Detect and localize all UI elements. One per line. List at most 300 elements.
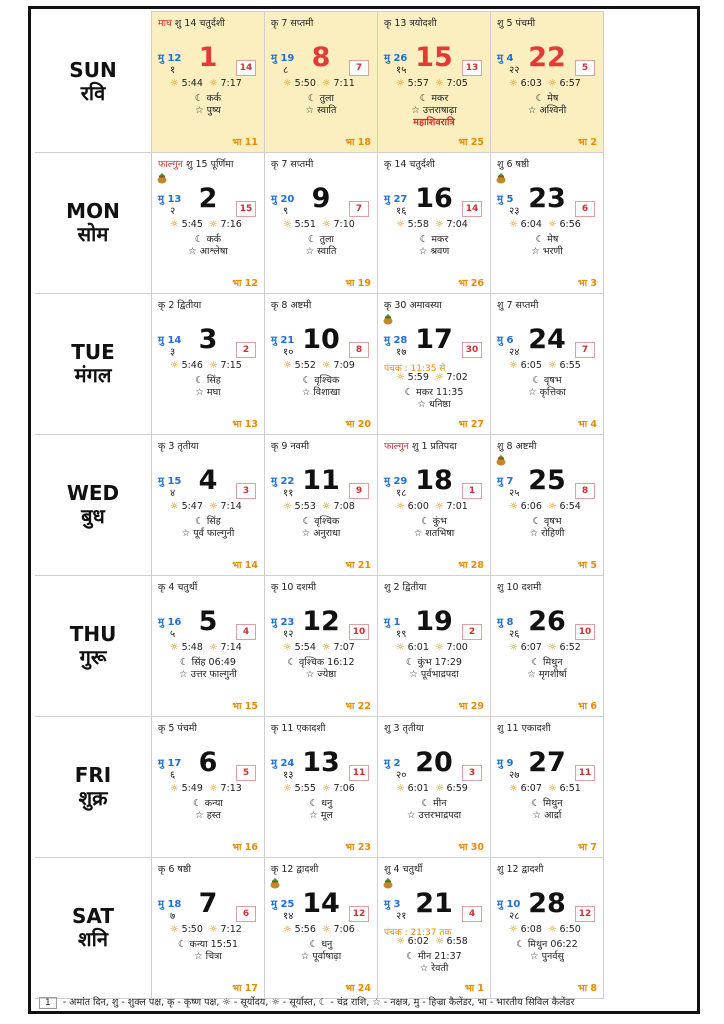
sun-times bbox=[283, 219, 355, 230]
tithi bbox=[271, 439, 309, 452]
tithi-number-badge: 4 bbox=[462, 906, 482, 922]
star-icon: ☆ bbox=[413, 528, 423, 539]
tithi-text: कृ 7 सप्तमी bbox=[271, 18, 314, 29]
tithi-text: शु 8 अष्टमी bbox=[497, 441, 537, 452]
moon-sign-text: मीन 21:37 bbox=[417, 951, 462, 962]
moon-sign-text: मिथुन bbox=[543, 798, 563, 809]
sunrise-icon: ☼ bbox=[170, 219, 179, 230]
date-number: 9 bbox=[311, 183, 331, 214]
moon-icon: ☾ bbox=[193, 798, 202, 809]
nakshatra-text: पूर्वभाद्रपदा bbox=[420, 669, 459, 680]
sunrise-time: 6:04 bbox=[520, 219, 542, 230]
sun-times bbox=[396, 783, 468, 794]
sun-times bbox=[283, 642, 355, 653]
sun-times bbox=[396, 78, 468, 89]
date-cell[interactable] bbox=[152, 858, 265, 999]
weekday-english: FRI bbox=[74, 763, 112, 787]
sunset-icon: ☼ bbox=[208, 78, 218, 89]
moon-sign-text: सिंह 06:49 bbox=[191, 657, 236, 668]
sunset-time: 7:06 bbox=[333, 924, 355, 935]
date-cell[interactable] bbox=[491, 294, 604, 435]
moon-icon: ☾ bbox=[308, 93, 317, 104]
moon-sign-text: मकर bbox=[431, 93, 449, 104]
sunset-icon: ☼ bbox=[321, 924, 331, 935]
sunset-icon: ☼ bbox=[208, 642, 218, 653]
sunset-icon: ☼ bbox=[547, 924, 557, 935]
week-row bbox=[35, 294, 604, 435]
sun-times bbox=[509, 360, 581, 371]
date-cell[interactable] bbox=[265, 717, 378, 858]
sunset-time: 7:11 bbox=[333, 78, 355, 89]
weekday-hindi: शुक्र bbox=[78, 786, 108, 810]
devanagari-date: १७ bbox=[396, 347, 407, 358]
weekday-label bbox=[35, 153, 152, 294]
weekday-english: TUE bbox=[71, 340, 115, 364]
star-icon: ☆ bbox=[301, 528, 311, 539]
sunrise-time: 6:08 bbox=[520, 924, 542, 935]
tithi-text: शु 7 सप्तमी bbox=[497, 300, 539, 311]
moon-sign-text: वृषभ bbox=[544, 516, 562, 527]
nakshatra-text: आर्द्रा bbox=[544, 810, 562, 821]
devanagari-date: २ bbox=[170, 206, 176, 217]
nakshatra bbox=[491, 103, 603, 116]
weekday-hindi: गुरू bbox=[79, 645, 107, 669]
indian-civil-date: भा 2 bbox=[577, 137, 597, 148]
nakshatra-text: मघा bbox=[206, 387, 221, 398]
tithi-text: कृ 12 द्वादशी bbox=[271, 864, 319, 875]
star-icon: ☆ bbox=[188, 246, 197, 257]
nakshatra bbox=[491, 385, 603, 398]
sunrise-time: 5:59 bbox=[407, 372, 429, 383]
sunrise-time: 6:06 bbox=[520, 501, 542, 512]
sunrise-icon: ☼ bbox=[283, 642, 292, 653]
date-cell[interactable] bbox=[491, 12, 604, 153]
moon-sign-text: सिंह bbox=[206, 516, 221, 527]
moon-icon: ☾ bbox=[531, 657, 540, 668]
date-cell[interactable] bbox=[152, 12, 265, 153]
sun-times bbox=[170, 642, 242, 653]
legend-box: 1 bbox=[39, 997, 57, 1009]
moon-icon: ☾ bbox=[419, 234, 429, 245]
tithi-text: शु 11 एकादशी bbox=[497, 723, 551, 734]
date-cell[interactable] bbox=[378, 858, 491, 999]
hijri-date: मु 18 bbox=[158, 899, 182, 910]
date-cell[interactable] bbox=[265, 294, 378, 435]
tithi-number-badge: 8 bbox=[575, 483, 595, 499]
nakshatra bbox=[265, 808, 377, 821]
hijri-date: मु 3 bbox=[384, 899, 401, 910]
weekday-label bbox=[35, 12, 152, 153]
calendar-grid bbox=[35, 11, 604, 999]
tithi-number-badge: 13 bbox=[462, 60, 482, 76]
nakshatra bbox=[378, 526, 490, 539]
hijri-date: मु 2 bbox=[384, 758, 401, 769]
sunrise-icon: ☼ bbox=[396, 642, 405, 653]
sunset-time: 6:58 bbox=[446, 936, 468, 947]
moon-sign-text: वृश्चिक 16:12 bbox=[299, 657, 355, 668]
date-cell[interactable] bbox=[378, 12, 491, 153]
week-row bbox=[35, 576, 604, 717]
nakshatra bbox=[491, 808, 603, 821]
tithi-number-badge: 5 bbox=[575, 60, 595, 76]
moon-icon: ☾ bbox=[406, 657, 415, 668]
sun-times bbox=[170, 501, 242, 512]
devanagari-date: १२ bbox=[283, 629, 294, 640]
devanagari-date: १३ bbox=[283, 770, 294, 781]
tithi-text: शु 10 दशमी bbox=[497, 582, 542, 593]
indian-civil-date: भा 18 bbox=[345, 137, 371, 148]
nakshatra-text: रेवती bbox=[431, 963, 449, 974]
sunset-time: 7:17 bbox=[220, 78, 242, 89]
sunrise-icon: ☼ bbox=[170, 78, 179, 89]
hijri-date: मु 20 bbox=[271, 194, 295, 205]
sunrise-time: 6:02 bbox=[407, 936, 429, 947]
sunrise-icon: ☼ bbox=[509, 219, 518, 230]
tithi-text: शु 1 प्रतिपदा bbox=[411, 441, 457, 452]
nakshatra bbox=[265, 667, 377, 680]
tithi bbox=[271, 16, 313, 29]
date-cell[interactable] bbox=[491, 717, 604, 858]
star-icon: ☆ bbox=[305, 105, 315, 116]
hijri-date: मु 27 bbox=[384, 194, 408, 205]
moon-icon: ☾ bbox=[532, 375, 542, 386]
sunrise-time: 5:49 bbox=[181, 783, 203, 794]
nakshatra bbox=[491, 244, 603, 257]
star-icon: ☆ bbox=[305, 669, 315, 680]
date-number: 8 bbox=[311, 42, 331, 73]
sunset-time: 6:59 bbox=[446, 783, 468, 794]
sunset-icon: ☼ bbox=[434, 936, 444, 947]
star-icon: ☆ bbox=[411, 105, 420, 116]
nakshatra bbox=[152, 949, 264, 962]
sunrise-icon: ☼ bbox=[170, 642, 179, 653]
nakshatra bbox=[265, 385, 377, 398]
sun-times bbox=[170, 78, 242, 89]
sunrise-icon: ☼ bbox=[509, 642, 518, 653]
date-cell[interactable] bbox=[491, 435, 604, 576]
tithi-number-badge: 3 bbox=[462, 765, 482, 781]
moon-icon: ☾ bbox=[404, 387, 414, 398]
devanagari-date: ५ bbox=[170, 629, 176, 640]
sun-times bbox=[283, 360, 355, 371]
sunrise-icon: ☼ bbox=[509, 924, 518, 935]
tithi-number-badge: 1 bbox=[462, 483, 482, 499]
indian-civil-date: भा 21 bbox=[345, 560, 371, 571]
sunset-icon: ☼ bbox=[547, 501, 557, 512]
date-number: 22 bbox=[528, 42, 566, 73]
moon-icon: ☾ bbox=[177, 939, 187, 950]
sunrise-time: 5:56 bbox=[294, 924, 316, 935]
sunset-time: 7:00 bbox=[446, 642, 468, 653]
nakshatra bbox=[265, 526, 377, 539]
tithi bbox=[158, 580, 197, 593]
date-number: 7 bbox=[198, 888, 218, 919]
date-number: 6 bbox=[198, 747, 218, 778]
lunar-month: फाल्गुन bbox=[158, 159, 183, 170]
moon-sign-text: मेष bbox=[547, 93, 559, 104]
date-cell[interactable] bbox=[491, 576, 604, 717]
moon-icon: ☾ bbox=[287, 657, 296, 668]
tithi bbox=[271, 721, 325, 734]
tithi-number-badge: 2 bbox=[462, 624, 482, 640]
kalash-icon bbox=[156, 169, 168, 181]
tithi-number-badge: 12 bbox=[575, 906, 595, 922]
moon-icon: ☾ bbox=[194, 234, 204, 245]
nakshatra-text: उत्तरभाद्रपदा bbox=[418, 810, 462, 821]
star-icon: ☆ bbox=[309, 810, 318, 821]
sunset-icon: ☼ bbox=[321, 783, 331, 794]
moon-icon: ☾ bbox=[535, 234, 545, 245]
sunrise-time: 5:55 bbox=[294, 783, 316, 794]
sunrise-icon: ☼ bbox=[509, 783, 518, 794]
devanagari-date: ११ bbox=[283, 488, 294, 499]
tithi bbox=[384, 580, 426, 593]
devanagari-date: २१ bbox=[396, 911, 407, 922]
week-row bbox=[35, 717, 604, 858]
nakshatra-text: रोहिणी bbox=[541, 528, 565, 539]
nakshatra bbox=[265, 244, 377, 257]
date-cell[interactable] bbox=[378, 717, 491, 858]
hijri-date: मु 25 bbox=[271, 899, 295, 910]
star-icon: ☆ bbox=[181, 528, 191, 539]
hijri-date: मु 17 bbox=[158, 758, 182, 769]
nakshatra-text: पूर्व फाल्गुनी bbox=[193, 528, 235, 539]
nakshatra bbox=[491, 949, 603, 962]
tithi bbox=[497, 721, 551, 734]
devanagari-date: २२ bbox=[509, 65, 520, 76]
sunset-time: 6:50 bbox=[559, 924, 581, 935]
date-number: 17 bbox=[415, 324, 453, 355]
week-row bbox=[35, 435, 604, 576]
tithi-text: कृ 13 त्रयोदशी bbox=[384, 18, 437, 29]
moon-sign-text: मिथुन bbox=[543, 657, 563, 668]
date-cell[interactable] bbox=[152, 717, 265, 858]
nakshatra-text: ज्येष्ठा bbox=[317, 669, 337, 680]
date-cell[interactable] bbox=[152, 153, 265, 294]
date-cell[interactable] bbox=[265, 576, 378, 717]
tithi-text: कृ 6 षष्ठी bbox=[158, 864, 191, 875]
star-icon: ☆ bbox=[300, 951, 310, 962]
sunrise-icon: ☼ bbox=[396, 936, 405, 947]
indian-civil-date: भा 26 bbox=[458, 278, 484, 289]
date-cell[interactable] bbox=[265, 858, 378, 999]
moon-sign-text: धनु bbox=[321, 939, 333, 950]
weekday-label bbox=[35, 576, 152, 717]
moon-sign-text: मिथुन 06:22 bbox=[527, 939, 578, 950]
sunrise-icon: ☼ bbox=[283, 924, 292, 935]
indian-civil-date: भा 6 bbox=[577, 701, 597, 712]
devanagari-date: ७ bbox=[170, 911, 176, 922]
date-cell[interactable] bbox=[152, 435, 265, 576]
star-icon: ☆ bbox=[532, 810, 542, 821]
sunrise-icon: ☼ bbox=[509, 360, 518, 371]
sunset-time: 7:06 bbox=[333, 783, 355, 794]
indian-civil-date: भा 23 bbox=[345, 842, 371, 853]
moon-sign-text: कर्क bbox=[206, 93, 222, 104]
moon-sign-text: मकर 11:35 bbox=[416, 387, 464, 398]
hijri-date: मु 26 bbox=[384, 53, 408, 64]
sunset-icon: ☼ bbox=[547, 783, 557, 794]
sunset-icon: ☼ bbox=[434, 78, 444, 89]
sun-times bbox=[509, 642, 581, 653]
sun-times bbox=[170, 783, 242, 794]
date-number: 13 bbox=[302, 747, 340, 778]
nakshatra-text: भरणी bbox=[542, 246, 563, 257]
nakshatra-text: आश्लेषा bbox=[199, 246, 228, 257]
tithi-text: शु 12 द्वादशी bbox=[497, 864, 544, 875]
date-cell[interactable] bbox=[265, 435, 378, 576]
week-row bbox=[35, 153, 604, 294]
sunrise-time: 5:52 bbox=[294, 360, 316, 371]
sunrise-time: 6:00 bbox=[407, 501, 429, 512]
indian-civil-date: भा 5 bbox=[577, 560, 597, 571]
sunrise-time: 6:01 bbox=[407, 783, 429, 794]
date-cell[interactable] bbox=[378, 294, 491, 435]
moon-sign-text: मीन bbox=[433, 798, 447, 809]
moon-icon: ☾ bbox=[421, 516, 430, 527]
tithi bbox=[158, 439, 199, 452]
nakshatra bbox=[378, 397, 490, 410]
week-row bbox=[35, 12, 604, 153]
indian-civil-date: भा 14 bbox=[232, 560, 258, 571]
date-cell[interactable] bbox=[152, 576, 265, 717]
hijri-date: मु 19 bbox=[271, 53, 295, 64]
star-icon: ☆ bbox=[531, 246, 540, 257]
tithi-number-badge: 9 bbox=[349, 483, 369, 499]
hijri-date: मु 7 bbox=[497, 476, 514, 487]
sun-times bbox=[509, 78, 581, 89]
devanagari-date: २७ bbox=[509, 770, 520, 781]
tithi-text: शु 14 चतुर्दशी bbox=[174, 18, 225, 29]
hijri-date: मु 9 bbox=[497, 758, 514, 769]
sunset-icon: ☼ bbox=[547, 642, 557, 653]
tithi-number-badge: 11 bbox=[575, 765, 595, 781]
tithi-number-badge: 10 bbox=[349, 624, 369, 640]
date-number: 23 bbox=[528, 183, 566, 214]
moon-sign-text: कुंभ 17:29 bbox=[417, 657, 462, 668]
hijri-date: मु 14 bbox=[158, 335, 182, 346]
sunrise-time: 5:50 bbox=[294, 78, 316, 89]
sunset-time: 7:14 bbox=[220, 501, 242, 512]
indian-civil-date: भा 25 bbox=[458, 137, 484, 148]
sunrise-icon: ☼ bbox=[509, 78, 518, 89]
nakshatra-text: पुनर्वसु bbox=[541, 951, 564, 962]
tithi-text: कृ 4 चतुर्थी bbox=[158, 582, 198, 593]
indian-civil-date: भा 19 bbox=[345, 278, 371, 289]
tithi-number-badge: 5 bbox=[236, 765, 256, 781]
tithi bbox=[271, 580, 316, 593]
sunrise-icon: ☼ bbox=[283, 501, 292, 512]
tithi-number-badge: 6 bbox=[575, 201, 595, 217]
date-cell[interactable] bbox=[378, 153, 491, 294]
indian-civil-date: भा 22 bbox=[345, 701, 371, 712]
date-number: 26 bbox=[528, 606, 566, 637]
tithi bbox=[158, 298, 201, 311]
sunset-time: 7:09 bbox=[333, 360, 355, 371]
moon-icon: ☾ bbox=[516, 939, 525, 950]
indian-civil-date: भा 7 bbox=[577, 842, 597, 853]
nakshatra-text: मृगशीर्षा bbox=[538, 669, 567, 680]
devanagari-date: २८ bbox=[509, 911, 520, 922]
date-number: 3 bbox=[198, 324, 218, 355]
kalash-icon bbox=[382, 310, 394, 322]
date-cell[interactable] bbox=[491, 858, 604, 999]
indian-civil-date: भा 1 bbox=[464, 983, 484, 994]
nakshatra-text: शतभिषा bbox=[425, 528, 455, 539]
date-cell[interactable] bbox=[491, 153, 604, 294]
hijri-date: मु 28 bbox=[384, 335, 408, 346]
nakshatra-text: उत्तर फाल्गुनी bbox=[190, 669, 237, 680]
date-cell[interactable] bbox=[265, 12, 378, 153]
star-icon: ☆ bbox=[195, 810, 204, 821]
sunrise-time: 5:47 bbox=[181, 501, 203, 512]
moon-sign-text: धनु bbox=[321, 798, 333, 809]
tithi bbox=[384, 16, 437, 29]
date-cell[interactable] bbox=[378, 576, 491, 717]
star-icon: ☆ bbox=[301, 387, 311, 398]
sunrise-time: 5:48 bbox=[181, 642, 203, 653]
hijri-date: मु 15 bbox=[158, 476, 182, 487]
sunset-icon: ☼ bbox=[434, 783, 444, 794]
nakshatra-text: पूर्वाषाढ़ा bbox=[312, 951, 342, 962]
date-cell[interactable] bbox=[265, 153, 378, 294]
weekday-label bbox=[35, 858, 152, 999]
sunrise-icon: ☼ bbox=[509, 501, 518, 512]
sun-times bbox=[396, 372, 468, 383]
devanagari-date: २६ bbox=[509, 629, 520, 640]
sun-times bbox=[170, 360, 242, 371]
star-icon: ☆ bbox=[530, 951, 539, 962]
panchak-note: पंचक : 11:35 से bbox=[384, 364, 446, 374]
moon-icon: ☾ bbox=[194, 93, 204, 104]
hijri-date: मु 24 bbox=[271, 758, 295, 769]
nakshatra bbox=[265, 949, 377, 962]
tithi-number-badge: 12 bbox=[349, 906, 369, 922]
date-cell[interactable] bbox=[378, 435, 491, 576]
sunrise-time: 5:44 bbox=[181, 78, 203, 89]
tithi-number-badge: 6 bbox=[236, 906, 256, 922]
sunrise-icon: ☼ bbox=[396, 219, 405, 230]
tithi-number-badge: 15 bbox=[236, 201, 256, 217]
legend bbox=[39, 995, 574, 1009]
date-cell[interactable] bbox=[152, 294, 265, 435]
moon-icon: ☾ bbox=[195, 516, 204, 527]
hijri-date: मु 29 bbox=[384, 476, 408, 487]
date-number: 25 bbox=[528, 465, 566, 496]
sunset-time: 6:56 bbox=[559, 219, 581, 230]
festival: महाशिवरात्रि bbox=[413, 117, 455, 128]
moon-icon: ☾ bbox=[309, 798, 319, 809]
sunset-time: 6:52 bbox=[559, 642, 581, 653]
sunrise-time: 5:46 bbox=[181, 360, 203, 371]
sunrise-icon: ☼ bbox=[396, 501, 405, 512]
moon-icon: ☾ bbox=[180, 657, 189, 668]
sunrise-icon: ☼ bbox=[170, 360, 179, 371]
star-icon: ☆ bbox=[528, 387, 537, 398]
sunset-icon: ☼ bbox=[434, 372, 444, 383]
nakshatra-text: धनिष्ठा bbox=[428, 399, 451, 410]
moon-icon: ☾ bbox=[419, 93, 429, 104]
nakshatra bbox=[491, 526, 603, 539]
nakshatra bbox=[378, 667, 490, 680]
moon-sign-text: तुला bbox=[319, 234, 334, 245]
moon-sign-text: तुला bbox=[319, 93, 334, 104]
sunset-time: 6:55 bbox=[559, 360, 581, 371]
sunrise-icon: ☼ bbox=[283, 783, 292, 794]
sunset-time: 7:15 bbox=[220, 360, 242, 371]
nakshatra-text: हस्त bbox=[206, 810, 221, 821]
star-icon: ☆ bbox=[195, 387, 204, 398]
